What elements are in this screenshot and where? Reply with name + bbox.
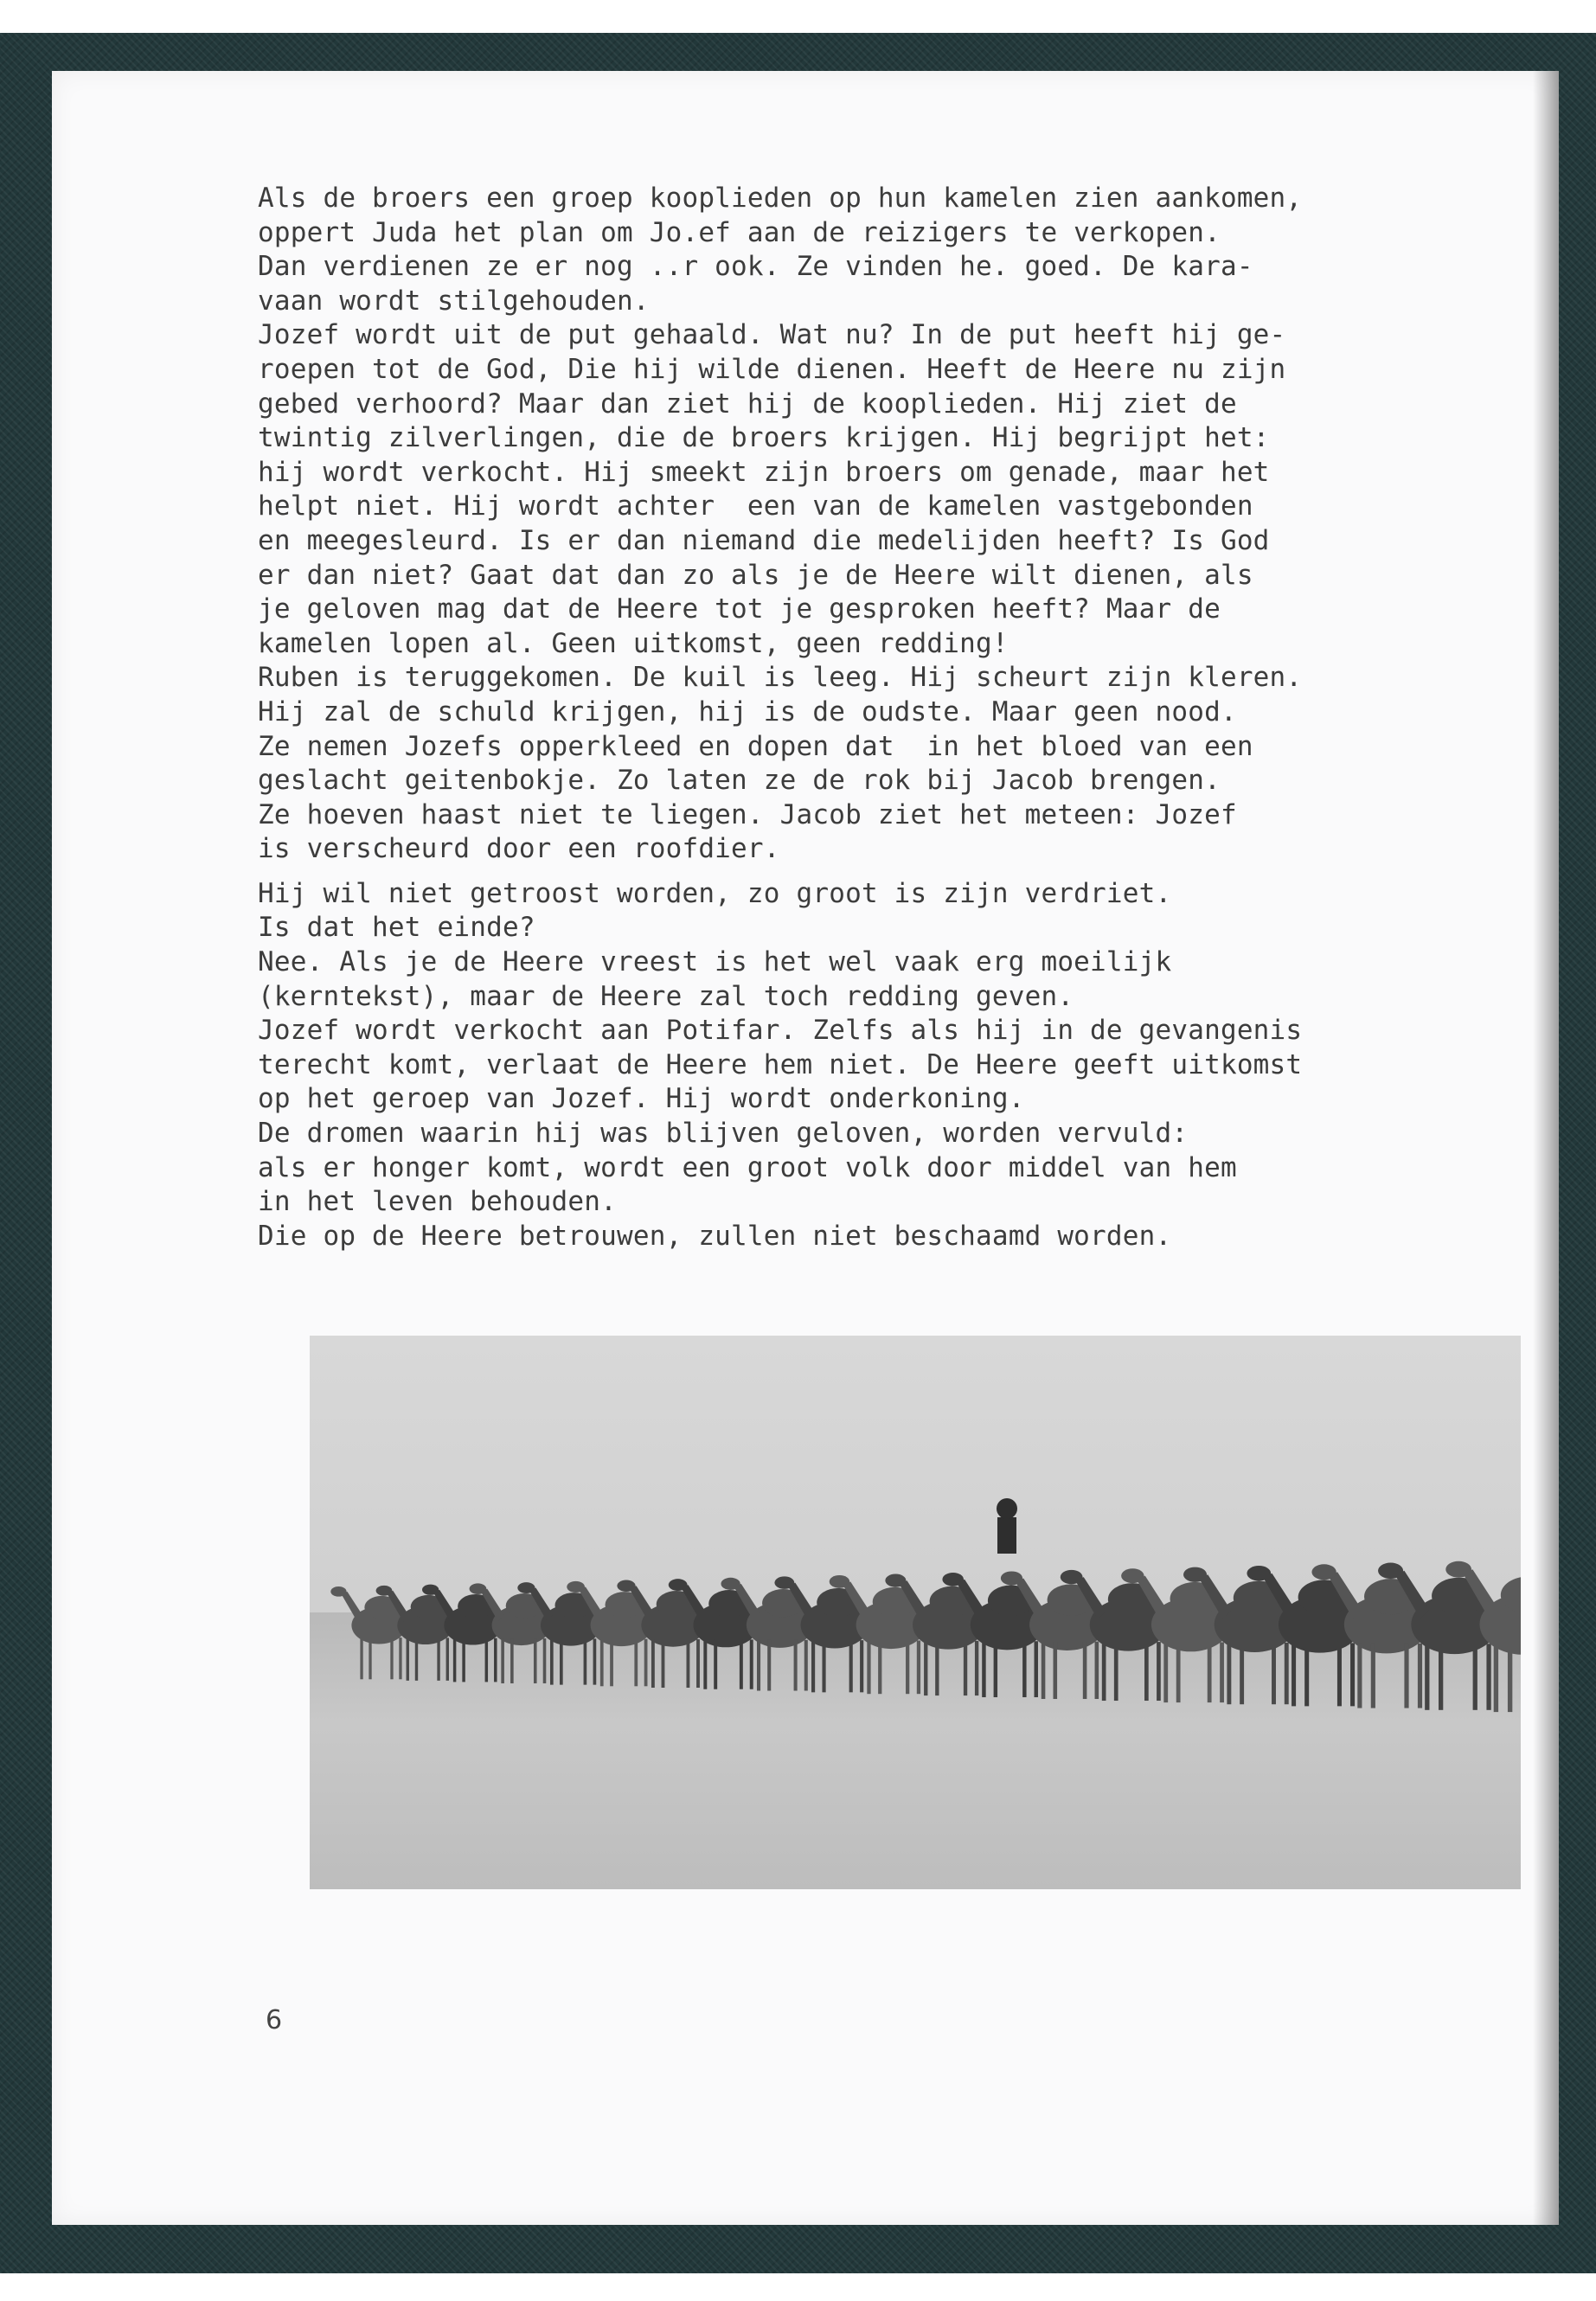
text-line: Ze nemen Jozefs opperkleed en dopen dat in het bloed van een [258,730,1253,762]
page-number: 6 [266,2005,283,2035]
camel-caravan-photo [310,1336,1521,1889]
page-edge-shadow [1533,71,1559,2225]
text-line: Als de broers een groep kooplieden op hun kamelen zien aankomen, [258,183,1303,214]
text-line: er dan niet? Gaat dat dan zo als je de Heere wilt dienen, als [258,559,1253,591]
rider-silhouette [997,1498,1017,1554]
camel-caravan-illustration [310,1336,1521,1889]
text-line: Is dat het einde? [258,912,535,944]
text-line: Die op de Heere betrouwen, zullen niet beschaamd worden. [258,1220,1172,1252]
text-line: als er honger komt, wordt een groot volk door middel van hem [258,1151,1237,1183]
text-line: Ruben is teruggekomen. De kuil is leeg. Hij scheurt zijn kleren. [258,662,1303,694]
body-text [258,182,1486,1253]
text-line: Jozef wordt verkocht aan Potifar. Zelfs als hij in de gevangenis [258,1015,1303,1047]
text-line: (kerntekst), maar de Heere zal toch redding geven. [258,980,1074,1012]
text-line: Hij wil niet getroost worden, zo groot is zijn verdriet. [258,877,1172,909]
text-line: terecht komt, verlaat de Heere hem niet. De Heere geeft uitkomst [258,1048,1303,1080]
text-line: op het geroep van Jozef. Hij wordt onderkoning. [258,1083,1025,1115]
text-line: helpt niet. Hij wordt achter een van de kamelen vastgebonden [258,490,1253,522]
text-line: hij wordt verkocht. Hij smeekt zijn broers om genade, maar het [258,456,1270,488]
text-line: roepen tot de God, Die hij wilde dienen. Heeft de Heere nu zijn [258,353,1286,385]
text-line: Nee. Als je de Heere vreest is het wel vaak erg moeilijk [258,946,1172,978]
text-line: in het leven behouden. [258,1186,617,1218]
text-line: vaan wordt stilgehouden. [258,285,650,317]
text-line: geslacht geitenbokje. Zo laten ze de rok bij Jacob brengen. [258,765,1221,797]
text-line: oppert Juda het plan om Jo.ef aan de reizigers te verkopen. [258,216,1221,248]
text-line: De dromen waarin hij was blijven geloven, worden vervuld: [258,1118,1189,1150]
text-line: kamelen lopen al. Geen uitkomst, geen redding! [258,627,1009,659]
text-line: Hij zal de schuld krijgen, hij is de oudste. Maar geen nood. [258,695,1237,727]
text-line: gebed verhoord? Maar dan ziet hij de kooplieden. Hij ziet de [258,388,1237,420]
text-line: Jozef wordt uit de put gehaald. Wat nu? In de put heeft hij ge- [258,319,1286,351]
text-line: Dan verdienen ze er nog ..r ook. Ze vinden he. goed. De kara- [258,251,1253,283]
text-line: Ze hoeven haast niet te liegen. Jacob ziet het meteen: Jozef [258,798,1237,830]
text-line: twintig zilverlingen, die de broers krijgen. Hij begrijpt het: [258,422,1270,454]
text-line: en meegesleurd. Is er dan niemand die medelijden heeft? Is God [258,524,1270,556]
text-line: je geloven mag dat de Heere tot je gesproken heeft? Maar de [258,593,1221,625]
text-line: is verscheurd door een roofdier. [258,833,780,865]
